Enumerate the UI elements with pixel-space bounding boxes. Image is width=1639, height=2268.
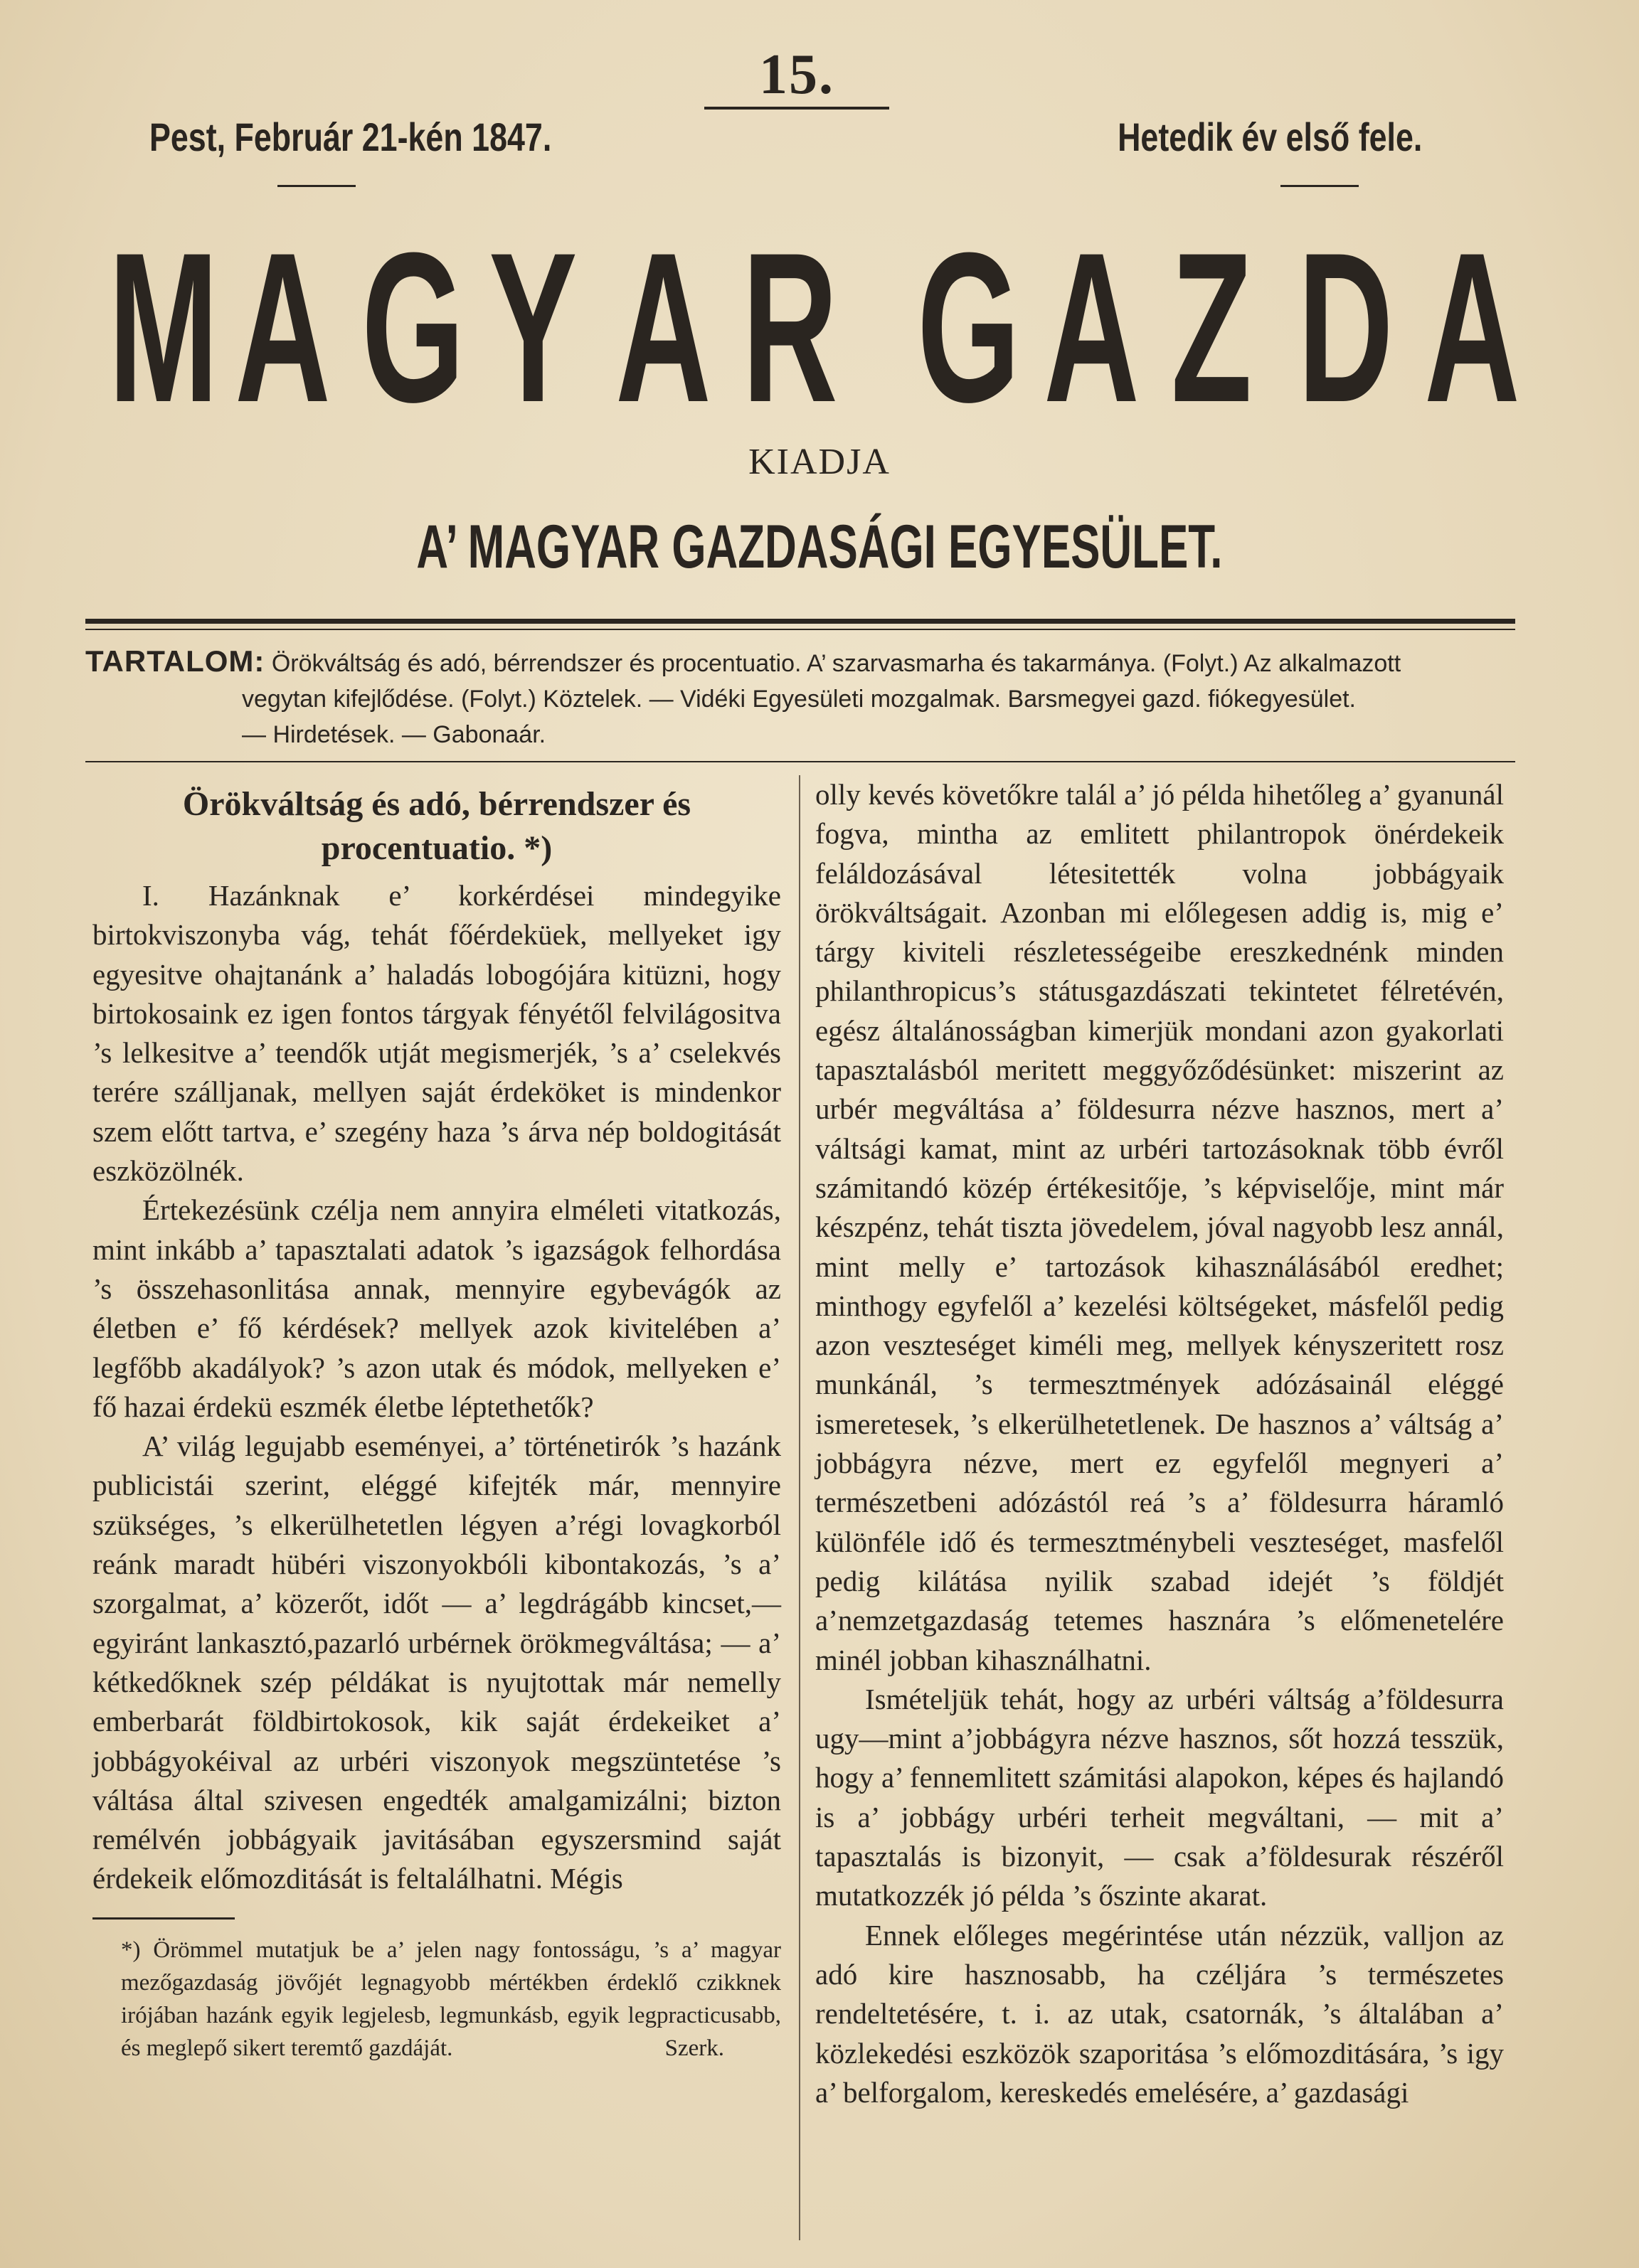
thick-rule bbox=[85, 619, 1515, 624]
issue-rule bbox=[704, 107, 889, 110]
article-right-column bbox=[815, 775, 1504, 2112]
contents-line-1: Örökváltság és adó, bérrendszer és procentuatio. A’ szarvasmarha és takarmánya. (Folyt.) Az alkalmazott bbox=[271, 650, 1401, 677]
thin-rule bbox=[85, 629, 1515, 630]
masthead-gap bbox=[854, 235, 880, 420]
footnote-text: *) Örömmel mutatjuk be a’ jelen nagy fontosságu, ’s a’ magyar mezőgazdaság jövőjét legnagyobb mértékben érdeklő czikknek irójában hazánk egyik legjelesb, legmunkásb, egyik legpracticusabb, és meglepő sikert teremtő gazdáját. bbox=[121, 1937, 781, 2061]
contents-line-2: vegytan kifejlődése. (Folyt.) Köztelek. — Vidéki Egyesületi mozgalmak. Barsmegyei gazd. fiókegyesület. bbox=[242, 686, 1356, 713]
short-rule-left bbox=[277, 185, 356, 187]
footnote bbox=[92, 1934, 781, 2065]
article-left-column bbox=[92, 775, 781, 2065]
article-paragraph: A’ világ legujabb eseményei, a’ történetirók ’s hazánk publicistái szerint, eléggé kifejték már, mennyire szükséges, ’s elkerülhetetlen légyen a’régi lovagkorból reánk maradt hübéri viszonyokbóli kibontakozás, ’s a’ szorgalmat, a’ közerőt, időt — a’ legdrágább kincset,—egyiránt lankasztó,pazarló urbérnek örökmegváltása; — a’ kétkedőknek szép példákat is nyujtottak már nemelly emberbarát földbirtokosok, kik saját érdekeiket a’ jobbágyokéival az urbéri viszonyok megszüntetése ’s váltása által szivesen engedték amalgamizálni; bizton remélvén jobbágyaik javitásában egyszersmind saját érdekeik előmozditását is feltalálhatni. Mégis bbox=[92, 1430, 781, 1895]
masthead-title bbox=[85, 208, 1522, 447]
column-divider bbox=[799, 775, 800, 2240]
contents-label: TARTALOM: bbox=[85, 644, 265, 678]
article-paragraph: Értekezésünk czélja nem annyira elméleti vitatkozás, mint inkább a’ tapasztalati adatok ’s igazságok felhordása ’s összehasonlitása annak, mennyire egybevágók az életben e’ fő kérdések? mellyek azok kivitelében a’ legfőbb akadályok? ’s azon utak és módok, mellyeken e’ fő hazai érdekü eszmék életbe léptethetők? bbox=[92, 1193, 781, 1423]
issue-number: 15. bbox=[759, 43, 834, 106]
short-rule-right bbox=[1280, 185, 1359, 187]
masthead-letter: Z bbox=[1170, 208, 1252, 447]
article-paragraph: olly kevés követőkre talál a’ jó példa hihetőleg a’ gyanunál fogva, mintha az emlitett philantropok önérdekeik feláldozásával létesitették volna jobbágyaik örökváltságait. Azonban mi előlegesen addig is, mig e’ tárgy kiviteli részletességeibe ereszkednénk minden philanthropicus’s státusgazdászati tekintetet félretévén, egész általánosságban kimerjük mondani azon gyakorlati tapasztalásból meritett meggyőződésünket: miszerint az urbér megváltása a’ földesurra nézve hasznos, mert a’ váltsági kamat, mint az urbéri tartozásoknak több évről számitandó közép értékesitője, ’s képviselője, mint már készpénz, tehát tiszta jövedelem, jóval nagyobb lesz annál, mint melly e’ tartozások kihasználásából eredhet; minthogy egyfelől a’ kezelési költségeket, másfelől pedig azon veszteséget kiméli meg, mellyek kényszeritett rosz munkánál, ’s termesztmények adózásainál eléggé ismeretesek, ’s elkerülhetetlenek. De hasznos a’ váltság a’ jobbágyra nézve, mert ez egyfelől megnyeri a’ természetbeni adózástól reá ’s a’ földesurra háramló különféle idő és termesztménybeli veszteséget, masfelől pedig kilátása nyilik szabad idejét ’s földjét a’nemzetgazdaság tetemes hasznára ’s előmenetelére minél jobban kihasználhatni. bbox=[815, 778, 1504, 1676]
masthead-letter: G bbox=[361, 208, 465, 447]
masthead-letter: A bbox=[615, 208, 711, 447]
article-paragraph: Ennek előleges megérintése után nézzük, valljon az adó kire hasznosabb, ha czéljára ’s természetes rendeltetésére, t. i. az utak, csatornák, ’s általában a’ közlekedési eszközök szaporitása ’s előmozditására, ’s igy a’ belforgalom, kereskedés emelésére, a’ gazdasági bbox=[815, 1918, 1504, 2109]
publisher-name bbox=[0, 512, 1639, 582]
footnote-rule bbox=[92, 1917, 235, 1920]
contents-rule bbox=[85, 761, 1515, 762]
footnote-signature: Szerk. bbox=[664, 2035, 724, 2061]
masthead-letter: G bbox=[917, 208, 1021, 447]
table-of-contents bbox=[85, 644, 1515, 752]
masthead-letter: A bbox=[1044, 208, 1140, 447]
article-title: Örökváltság és adó, bérrendszer és procentuatio. *) bbox=[182, 785, 691, 867]
edition-line: Hetedik év első fele. bbox=[1117, 115, 1422, 159]
masthead-letter: Y bbox=[488, 208, 577, 447]
dateline: Pest, Február 21-kén 1847. bbox=[149, 115, 552, 159]
masthead-letter: R bbox=[742, 208, 838, 447]
kiadja-label: KIADJA bbox=[748, 442, 891, 482]
masthead-letter: D bbox=[1298, 208, 1394, 447]
masthead-letter: A bbox=[1424, 208, 1520, 447]
article-paragraph: I. Hazánknak e’ korkérdései mindegyike birtokviszonyba vág, tehát főérdeküek, mellyeket igy egyesitve ohajtanánk a’ haladás lobogójára kitüzni, hogy birtokosaink ez igen fontos tárgyak fényétől felvilágositva ’s lelkesitve a’ teendők utját megismerjék, ’s a’ cselekvés terére szálljanak, mellyen saját érdeköket is mindenkor szem előtt tartva, e’ szegény haza ’s árva nép boldogitását eszközölnék. bbox=[92, 879, 781, 1188]
masthead-letter: M bbox=[108, 208, 219, 447]
publisher-text: A’ MAGYAR GAZDASÁGI EGYESÜLET. bbox=[416, 513, 1223, 581]
contents-line-3: — Hirdetések. — Gabonaár. bbox=[242, 721, 546, 748]
article-paragraph: Ismételjük tehát, hogy az urbéri váltság a’földesurra ugy—mint a’jobbágyra nézve hasznos, sőt hozzá tesszük, hogy a’ fennemlitett számitási alapokon, képes és hajlandó is a’ jobbágy urbéri terheit megváltani, — mit a’ tapasztalás is bizonyit, — csak a’földesurak részéről mutatkozzék jó példa ’s őszinte akarat. bbox=[815, 1682, 1504, 1912]
masthead-letter: A bbox=[235, 208, 331, 447]
